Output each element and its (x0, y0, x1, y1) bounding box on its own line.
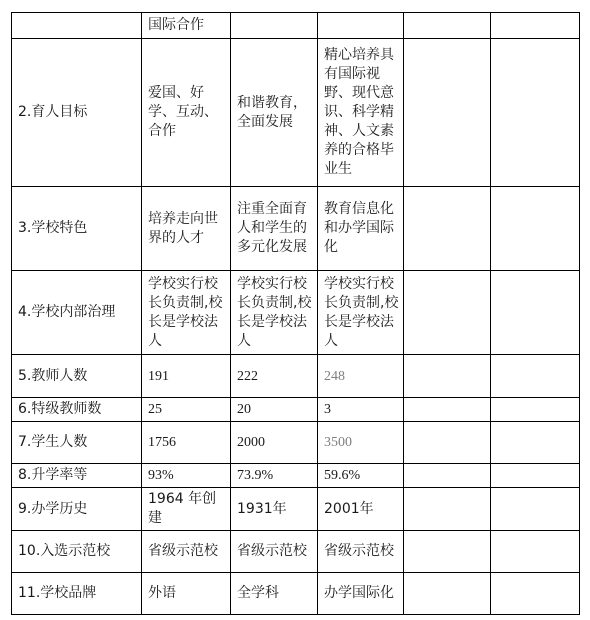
table-cell: 1931年 (231, 488, 318, 531)
table-cell: 省级示范校 (318, 531, 404, 573)
table-cell: 248 (318, 355, 404, 398)
table-cell (491, 13, 580, 39)
table-cell: 1756 (142, 422, 231, 464)
table-cell: 2000 (231, 422, 318, 464)
table-row-students (12, 422, 580, 464)
row-label (12, 13, 142, 39)
table-cell: 191 (142, 355, 231, 398)
table-cell: 培养走向世界的人才 (142, 187, 231, 271)
table-cell: 注重全面育人和学生的多元化发展 (231, 187, 318, 271)
table-cell: 222 (231, 355, 318, 398)
table-row-feature (12, 187, 580, 271)
table-cell (404, 187, 491, 271)
table-row-governance (12, 271, 580, 355)
row-label: 3.学校特色 (12, 187, 142, 271)
table-cell: 省级示范校 (142, 531, 231, 573)
row-label: 7.学生人数 (12, 422, 142, 464)
school-comparison-table (11, 12, 580, 615)
table-cell (491, 398, 580, 422)
table-cell (491, 39, 580, 187)
table-cell: 73.9% (231, 464, 318, 488)
table-cell (231, 13, 318, 39)
table-row-header (12, 13, 580, 39)
table-cell (404, 13, 491, 39)
table-cell: 1964 年创建 (142, 488, 231, 531)
table-cell (318, 13, 404, 39)
table-cell: 59.6% (318, 464, 404, 488)
table-row-model-school (12, 531, 580, 573)
table-cell (491, 531, 580, 573)
table-cell (404, 422, 491, 464)
table-body (12, 13, 580, 615)
row-label: 4.学校内部治理 (12, 271, 142, 355)
table-cell: 20 (231, 398, 318, 422)
table-cell: 精心培养具有国际视野、现代意识、科学精神、人文素养的合格毕业生 (318, 39, 404, 187)
row-label: 2.育人目标 (12, 39, 142, 187)
table-cell: 25 (142, 398, 231, 422)
table-cell (404, 464, 491, 488)
table-row-goal (12, 39, 580, 187)
table-cell: 93% (142, 464, 231, 488)
row-label: 5.教师人数 (12, 355, 142, 398)
table-row-history (12, 488, 580, 531)
table-cell (491, 355, 580, 398)
table-cell: 3 (318, 398, 404, 422)
table-cell (404, 355, 491, 398)
table-cell: 和谐教育，全面发展 (231, 39, 318, 187)
table-cell: 学校实行校长负责制,校长是学校法人 (231, 271, 318, 355)
table-cell: 2001年 (318, 488, 404, 531)
table-cell (491, 422, 580, 464)
table-cell: 全学科 (231, 573, 318, 615)
table-cell (404, 39, 491, 187)
table-cell (404, 271, 491, 355)
table-cell (404, 488, 491, 531)
table-cell (491, 187, 580, 271)
row-label: 8.升学率等 (12, 464, 142, 488)
table-row-admission-rate (12, 464, 580, 488)
table-cell: 国际合作 (142, 13, 231, 39)
table-cell (404, 398, 491, 422)
table-row-brand (12, 573, 580, 615)
table-row-teachers (12, 355, 580, 398)
row-label: 9.办学历史 (12, 488, 142, 531)
table-cell (491, 488, 580, 531)
row-label: 6.特级教师数 (12, 398, 142, 422)
table-cell: 爱国、好学、互动、合作 (142, 39, 231, 187)
table-cell: 省级示范校 (231, 531, 318, 573)
table-cell: 教育信息化和办学国际化 (318, 187, 404, 271)
table-cell: 3500 (318, 422, 404, 464)
table-cell (491, 464, 580, 488)
table-cell (404, 531, 491, 573)
table-cell: 学校实行校长负责制,校长是学校法人 (318, 271, 404, 355)
row-label: 11.学校品牌 (12, 573, 142, 615)
table-cell (404, 573, 491, 615)
table-cell (491, 271, 580, 355)
table-cell: 外语 (142, 573, 231, 615)
table-cell (491, 573, 580, 615)
table-cell: 学校实行校长负责制,校长是学校法人 (142, 271, 231, 355)
row-label: 10.入选示范校 (12, 531, 142, 573)
table-cell: 办学国际化 (318, 573, 404, 615)
table-row-senior-teachers (12, 398, 580, 422)
